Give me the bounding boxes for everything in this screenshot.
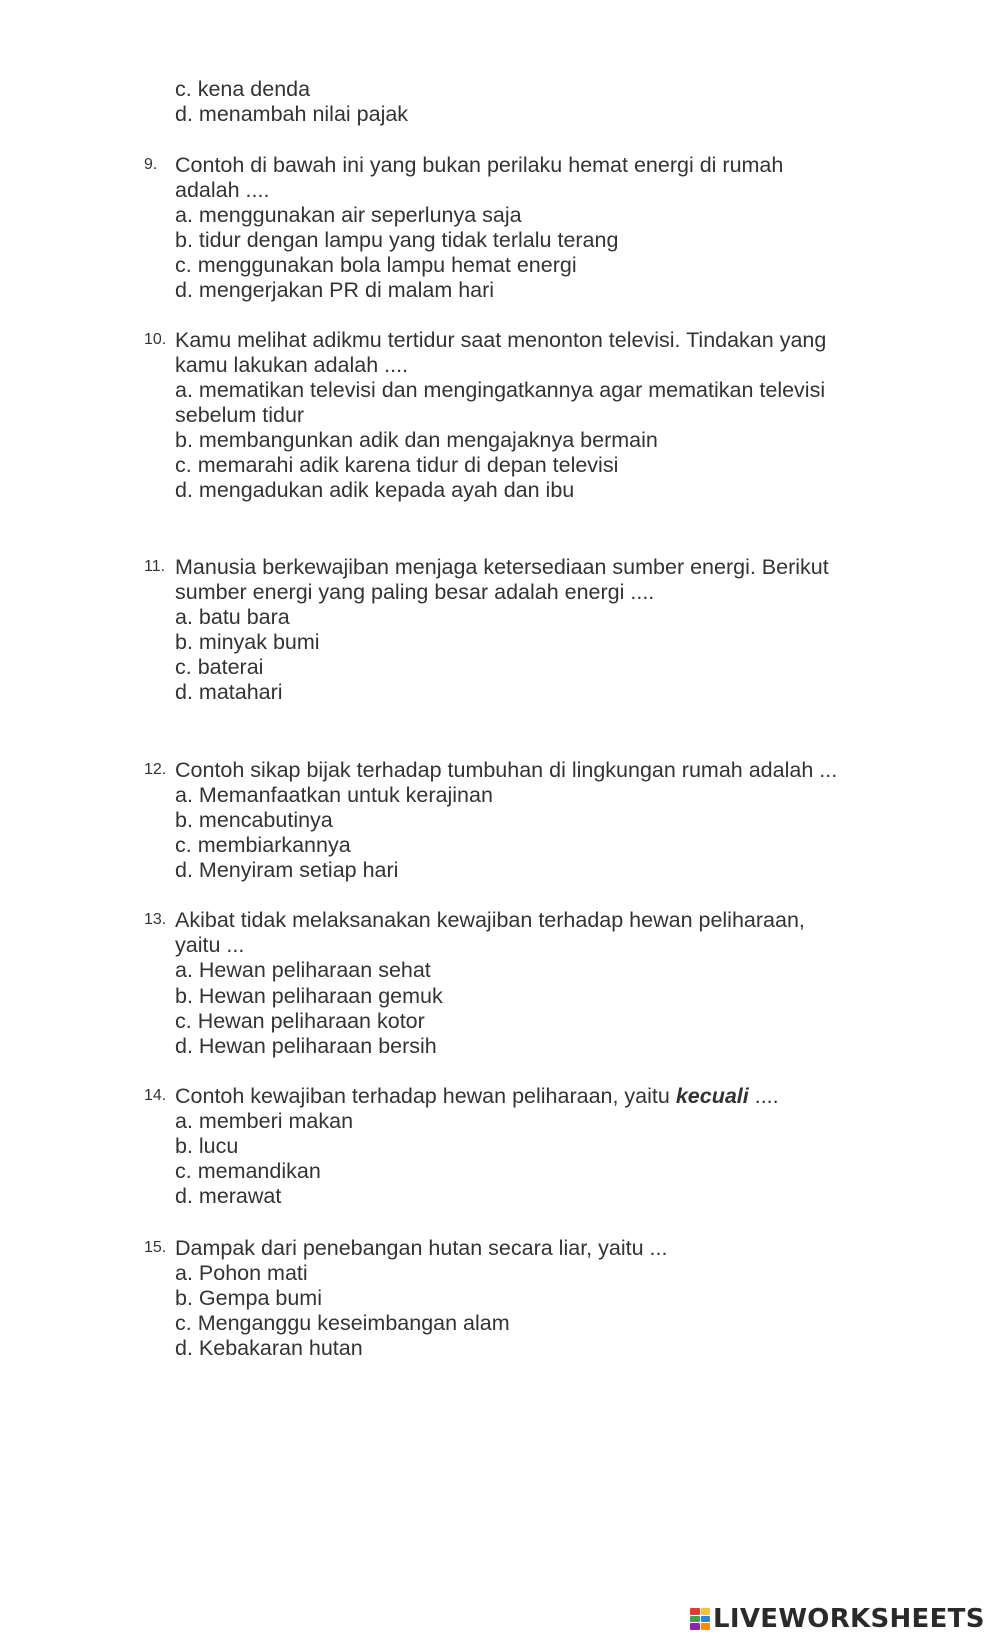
q13-text-line-2: yaitu ... xyxy=(175,933,245,957)
logo-tile xyxy=(701,1623,711,1630)
liveworksheets-logo-icon xyxy=(690,1608,710,1630)
q15-option-d[interactable]: d. Kebakaran hutan xyxy=(175,1336,363,1360)
q10-option-b[interactable]: b. membangunkan adik dan mengajaknya bermain xyxy=(175,428,658,452)
q11-text-line-1: Manusia berkewajiban menjaga ketersediaan sumber energi. Berikut xyxy=(175,555,829,579)
q12-option-d[interactable]: d. Menyiram setiap hari xyxy=(175,858,399,882)
q15-option-b[interactable]: b. Gempa bumi xyxy=(175,1286,322,1310)
q15-option-a[interactable]: a. Pohon mati xyxy=(175,1261,308,1285)
q10-option-d[interactable]: d. mengadukan adik kepada ayah dan ibu xyxy=(175,478,575,502)
q15-text-line-1: Dampak dari penebangan hutan secara liar, yaitu ... xyxy=(175,1236,668,1260)
q11-option-a[interactable]: a. batu bara xyxy=(175,605,290,629)
q9-option-d[interactable]: d. mengerjakan PR di malam hari xyxy=(175,278,495,302)
q10-option-a-continued[interactable]: sebelum tidur xyxy=(175,403,305,427)
logo-tile xyxy=(701,1608,711,1615)
q10-number: 10. xyxy=(144,331,167,348)
q15-number: 15. xyxy=(144,1239,167,1256)
q14-number: 14. xyxy=(144,1087,167,1104)
q13-option-b[interactable]: b. Hewan peliharaan gemuk xyxy=(175,984,443,1008)
q14-option-a[interactable]: a. memberi makan xyxy=(175,1109,354,1133)
q11-text-line-2: sumber energi yang paling besar adalah energi .... xyxy=(175,580,655,604)
q10-option-a[interactable]: a. mematikan televisi dan mengingatkannya agar mematikan televisi xyxy=(175,378,826,402)
q15-option-c[interactable]: c. Menganggu keseimbangan alam xyxy=(175,1311,510,1335)
q14-text-line-1 xyxy=(175,1083,779,1109)
logo-tile xyxy=(690,1616,700,1623)
q9-option-b[interactable]: b. tidur dengan lampu yang tidak terlalu terang xyxy=(175,228,619,252)
q11-option-d[interactable]: d. matahari xyxy=(175,680,283,704)
q9-option-a[interactable]: a. menggunakan air seperlunya saja xyxy=(175,203,522,227)
q10-text-line-2: kamu lakukan adalah .... xyxy=(175,353,409,377)
q9-text-line-2: adalah .... xyxy=(175,178,270,202)
q12-number: 12. xyxy=(144,761,167,778)
logo-tile xyxy=(690,1608,700,1615)
q14-text-before: Contoh kewajiban terhadap hewan peliharaan, yaitu xyxy=(175,1084,676,1108)
q12-option-b[interactable]: b. mencabutinya xyxy=(175,808,333,832)
q9-option-c[interactable]: c. menggunakan bola lampu hemat energi xyxy=(175,253,577,277)
q14-option-d[interactable]: d. merawat xyxy=(175,1184,282,1208)
q14-option-b[interactable]: b. lucu xyxy=(175,1134,239,1158)
q11-number: 11. xyxy=(144,558,166,575)
q14-text-after: .... xyxy=(748,1084,779,1108)
q14-option-c[interactable]: c. memandikan xyxy=(175,1159,321,1183)
q12-text-line-1: Contoh sikap bijak terhadap tumbuhan di lingkungan rumah adalah ... xyxy=(175,758,838,782)
liveworksheets-logo[interactable] xyxy=(690,1604,985,1634)
q12-option-c[interactable]: c. membiarkannya xyxy=(175,833,351,857)
q11-option-c[interactable]: c. baterai xyxy=(175,655,264,679)
q8-option-d: d. menambah nilai pajak xyxy=(175,102,409,126)
logo-tile xyxy=(701,1616,711,1623)
q13-text-line-1: Akibat tidak melaksanakan kewajiban terhadap hewan peliharaan, xyxy=(175,908,805,932)
q10-text-line-1: Kamu melihat adikmu tertidur saat menonton televisi. Tindakan yang xyxy=(175,328,827,352)
q8-option-c: c. kena denda xyxy=(175,77,311,101)
q13-option-c[interactable]: c. Hewan peliharaan kotor xyxy=(175,1009,425,1033)
q13-option-d[interactable]: d. Hewan peliharaan bersih xyxy=(175,1034,437,1058)
logo-text: LIVEWORKSHEETS xyxy=(713,1604,985,1634)
logo-tile xyxy=(690,1623,700,1630)
q13-option-a[interactable]: a. Hewan peliharaan sehat xyxy=(175,958,431,982)
q9-text-line-1: Contoh di bawah ini yang bukan perilaku hemat energi di rumah xyxy=(175,153,784,177)
q13-number: 13. xyxy=(144,911,167,928)
q14-keyword: kecuali xyxy=(675,1084,749,1108)
q11-option-b[interactable]: b. minyak bumi xyxy=(175,630,320,654)
q9-number: 9. xyxy=(144,156,158,173)
q12-option-a[interactable]: a. Memanfaatkan untuk kerajinan xyxy=(175,783,493,807)
q10-option-c[interactable]: c. memarahi adik karena tidur di depan televisi xyxy=(175,453,619,477)
